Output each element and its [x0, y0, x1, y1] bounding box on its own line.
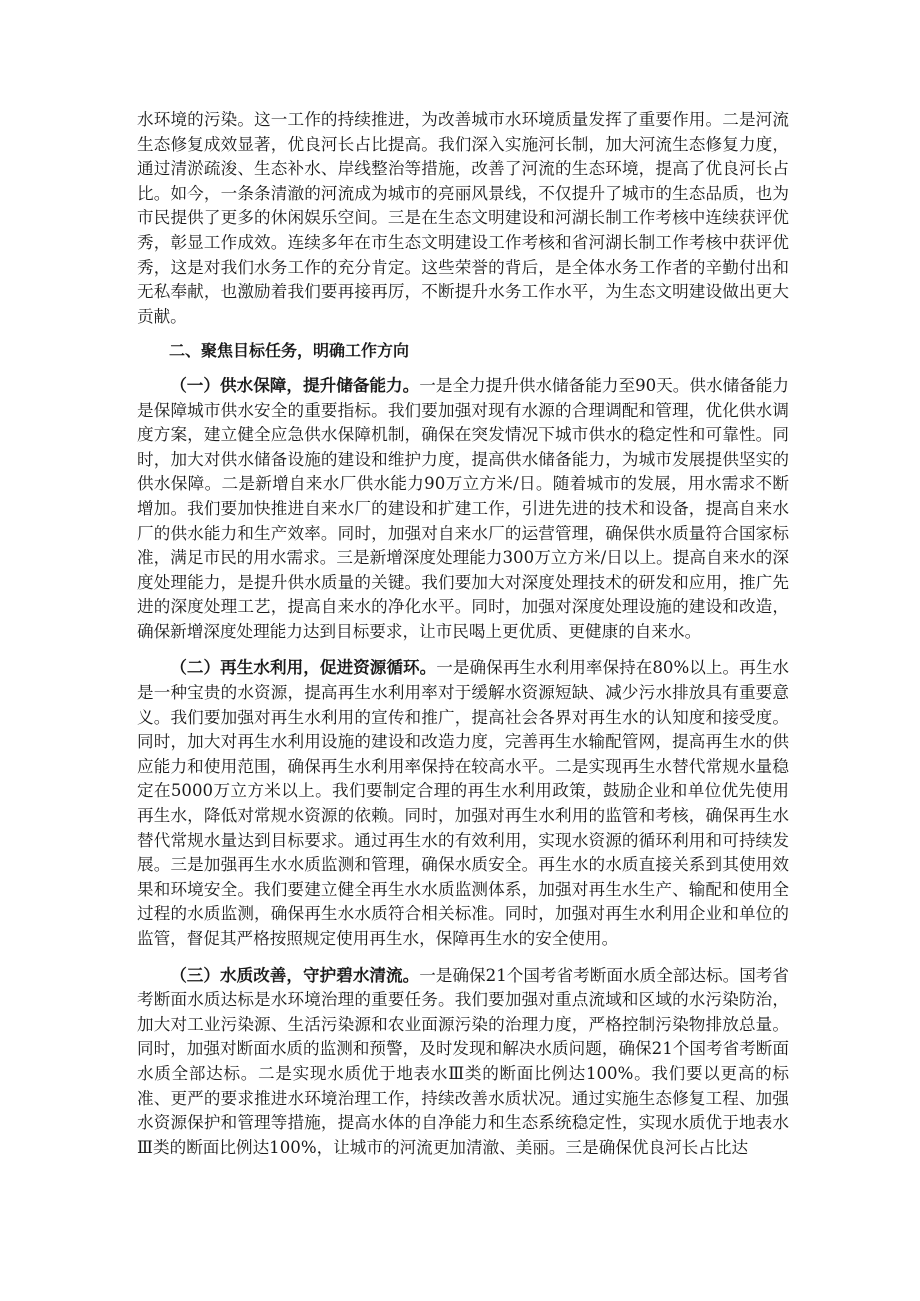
paragraph-gap: [137, 952, 789, 964]
section-heading: 二、聚焦目标任务，明确工作方向: [169, 341, 410, 361]
subsection-paragraph-2: [137, 656, 789, 951]
subsection-body-3: 一是确保21个国考省考断面水质全部达标。国考省考断面水质达标是水环境治理的重要任务。我们要加强对重点流域和区域的水污染防治，加大对工业污染源、生活污染源和农业面源污染的治理力度，严格控制污染物排放总量。同时，加强对断面水质的监测和预警，及时发现和解决水质问题，确保21个国考省考断面水质全部达标。二是实现水质优于地表水Ⅲ类的断面比例达100%。我们要以更高的标准、更严的要求推进水环境治理工作，持续改善水质状况。通过实施生态修复工程、加强水资源保护和管理等措施，提高水体的自净能力和生态系统稳定性，实现水质优于地表水Ⅲ类的断面比例达100%，让城市的河流更加清澈、美丽。三是确保优良河长占比达: [137, 965, 789, 1157]
paragraph-gap: [137, 644, 789, 656]
subsection-body-1: 一是全力提升供水储备能力至90天。供水储备能力是保障城市供水安全的重要指标。我们要加强对现有水源的合理调配和管理，优化供水调度方案，建立健全应急供水保障机制，确保在突发情况下城市供水的稳定性和可靠性。同时，加大对供水储备设施的建设和维护力度，提高供水储备能力，为城市发展提供坚实的供水保障。二是新增自来水厂供水能力90万立方米/日。随着城市的发展，用水需求不断增加。我们要加快推进自来水厂的建设和扩建工作，引进先进的技术和设备，提高自来水厂的供水能力和生产效率。同时，加强对自来水厂的运营管理，确保供水质量符合国家标准，满足市民的用水需求。三是新增深度处理能力300万立方米/日以上。提高自来水的深度处理能力，是提升供水质量的关键。我们要加大对深度处理技术的研发和应用，推广先进的深度处理工艺，提高自来水的净化水平。同时，加强对深度处理设施的建设和改造，确保新增深度处理能力达到目标要求，让市民喝上更优质、更健康的自来水。: [137, 375, 789, 641]
subsection-lead-2: （二）再生水利用，促进资源循环。: [170, 658, 437, 678]
subsection-paragraph-3: [137, 964, 789, 1161]
document-page: [137, 108, 789, 1160]
subsection-lead-3: （三）水质改善，守护碧水清流。: [170, 965, 420, 985]
subsection-paragraph-1: [137, 374, 789, 645]
subsection-body-2: 一是确保再生水利用率保持在80%以上。再生水是一种宝贵的水资源，提高再生水利用率对于缓解水资源短缺、减少污水排放具有重要意义。我们要加强对再生水利用的宣传和推广，提高社会各界对再生水的认知度和接受度。同时，加大对再生水利用设施的建设和改造力度，完善再生水输配管网，提高再生水的供应能力和使用范围，确保再生水利用率保持在较高水平。二是实现再生水替代常规水量稳定在5000万立方米以上。我们要制定合理的再生水利用政策，鼓励企业和单位优先使用再生水，降低对常规水资源的依赖。同时，加强对再生水利用的监管和考核，确保再生水替代常规水量达到目标要求。通过再生水的有效利用，实现水资源的循环利用和可持续发展。三是加强再生水水质监测和管理，确保水质安全。再生水的水质直接关系到其使用效果和环境安全。我们要建立健全再生水水质监测体系，加强对再生水生产、输配和使用全过程的水质监测，确保再生水水质符合相关标准。同时，加强对再生水利用企业和单位的监管，督促其严格按照规定使用再生水，保障再生水的安全使用。: [137, 658, 790, 948]
subsection-lead-1: （一）供水保障，提升储备能力。: [170, 375, 420, 395]
intro-paragraph: 水环境的污染。这一工作的持续推进，为改善城市水环境质量发挥了重要作用。二是河流生态修复成效显著，优良河长占比提高。我们深入实施河长制，加大河流生态修复力度，通过清淤疏浚、生态补水、岸线整治等措施，改善了河流的生态环境，提高了优良河长占比。如今，一条条清澈的河流成为城市的亮丽风景线，不仅提升了城市的生态品质，也为市民提供了更多的休闲娱乐空间。三是在生态文明建设和河湖长制工作考核中连续获评优秀，彰显工作成效。连续多年在市生态文明建设工作考核和省河湖长制工作考核中获评优秀，这是对我们水务工作的充分肯定。这些荣誉的背后，是全体水务工作者的辛勤付出和无私奉献，也激励着我们要再接再厉，不断提升水务工作水平，为生态文明建设做出更大贡献。: [137, 110, 789, 326]
